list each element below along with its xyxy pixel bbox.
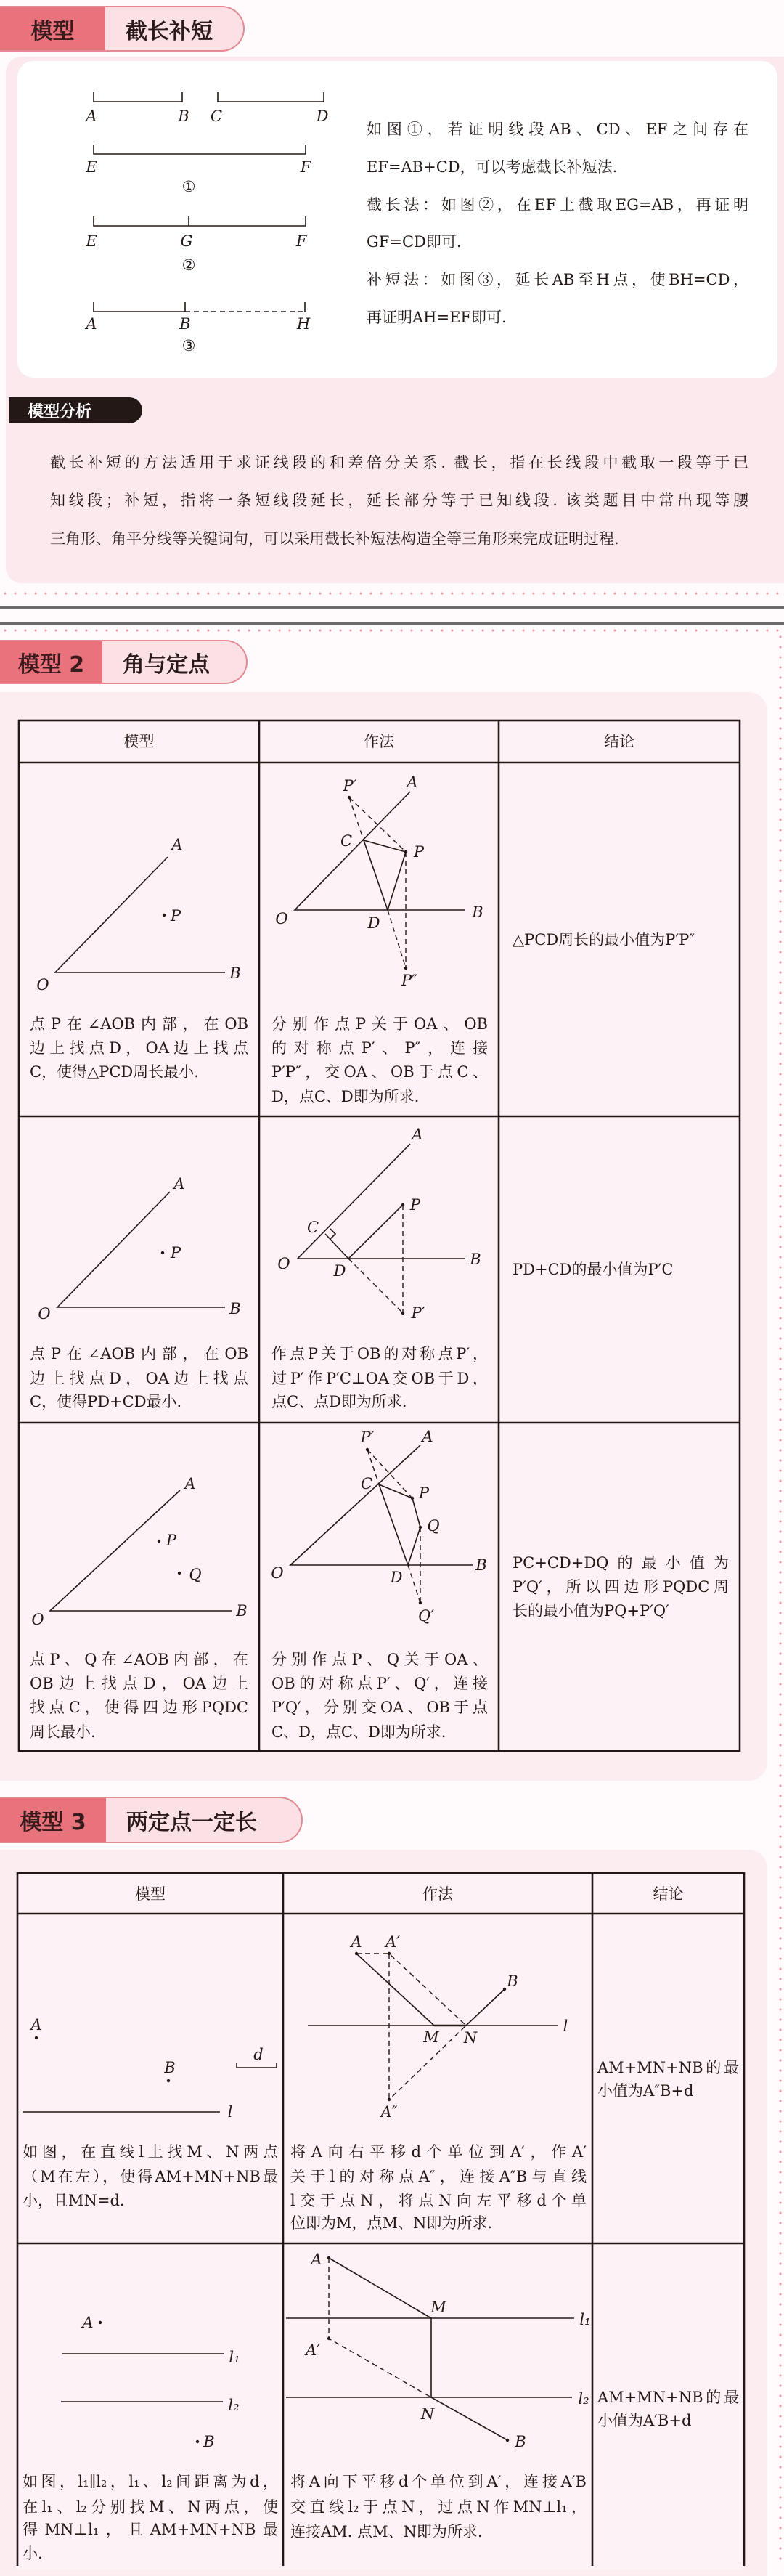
method-text-line: l交于点N，将点N向左平移d个单 — [290, 2192, 587, 2209]
label: A″ — [380, 2103, 398, 2121]
method-text-line: 交直线l₂于点N，过点N作MN⊥l₁， — [290, 2498, 587, 2516]
label: Q — [427, 1517, 440, 1535]
label: P — [409, 1196, 421, 1214]
label: C — [210, 107, 223, 125]
table-header-method: 作法 — [422, 1885, 453, 1903]
label: P — [418, 1484, 430, 1502]
method-text-line: 点C、点D即为所求. — [271, 1393, 407, 1410]
method-text-line: 分别作点P关于OA、OB — [271, 1015, 488, 1033]
conclusion-text: P′Q′，所以四边形PQDC周 — [513, 1578, 729, 1596]
analysis-line: 知线段；补短，指将一条短线段延长，延长部分等于已知线段. 该类题目中常出现等腰 — [50, 492, 748, 509]
segment-egf — [94, 216, 306, 226]
method-text-line: 过P′作P′C⊥OA交OB于D， — [271, 1370, 488, 1387]
table-header-model: 模型 — [123, 733, 155, 750]
analysis-line: 三角形、角平分线等关键词句，可以采用截长补短法构造全等三角形来完成证明过程. — [50, 530, 619, 548]
label: l — [563, 2018, 568, 2035]
label: A — [171, 836, 183, 853]
s2-row3-method-figure — [271, 1428, 486, 1625]
desc-line: 补短法：如图③，延长AB至H点，使BH=CD， — [367, 271, 748, 288]
method-text-line: P′Q′，分别交OA、OB于点 — [271, 1699, 488, 1716]
label: P″ — [401, 972, 417, 989]
model-text-line: 边上找点D，OA边上找点 — [30, 1039, 248, 1057]
label: A — [412, 1126, 423, 1143]
label: B — [229, 1300, 241, 1317]
figure-number: ① — [181, 178, 196, 195]
conclusion-text: AM+MN+NB的最 — [597, 2389, 739, 2406]
model-text-line: 点P在∠AOB内部，在OB — [30, 1345, 248, 1362]
model-badge: 模型 — [0, 7, 105, 50]
desc-line: GF=CD即可. — [367, 233, 462, 251]
s2-row2-model-figure — [38, 1175, 240, 1322]
model-text-line: 边上找点D，OA边上找点 — [30, 1370, 248, 1387]
label: A — [407, 773, 418, 791]
label: A′ — [385, 1933, 400, 1951]
label: N — [463, 2029, 478, 2047]
figure-1 — [84, 92, 328, 195]
conclusion-text: AM+MN+NB的最 — [597, 2059, 739, 2076]
label: P′ — [343, 777, 357, 795]
label: A — [422, 1428, 433, 1445]
conclusion-text: △PCD周长的最小值为P′P″ — [513, 931, 695, 948]
label: B — [236, 1602, 248, 1620]
method-text-line: OB的对称点P′、Q′，连接 — [271, 1675, 488, 1692]
label: B — [178, 107, 189, 125]
label: B — [472, 903, 483, 921]
label: A — [30, 2016, 42, 2033]
label: d — [253, 2046, 264, 2063]
label: B — [179, 315, 191, 333]
label: A — [311, 2251, 322, 2268]
label: l₁ — [579, 2311, 591, 2328]
label: l₂ — [578, 2390, 589, 2408]
model-badge: 模型 2 — [0, 641, 102, 683]
desc-line: 截长法：如图②，在EF上截取EG=AB，再证明 — [367, 196, 748, 214]
method-text-line: 关于l的对称点A″，连接A″B与直线 — [290, 2168, 587, 2185]
label: A — [82, 2314, 94, 2331]
model-title: 两定点一定长 — [126, 1810, 257, 1835]
model-badge: 模型 3 — [0, 1798, 106, 1842]
method-text-line: 连接AM. 点M、N即为所求. — [290, 2523, 483, 2540]
s3-row2-model-figure — [61, 2314, 240, 2450]
label: P — [170, 907, 181, 925]
label: B — [470, 1251, 481, 1268]
label: F — [300, 158, 311, 176]
figure-number: ③ — [181, 337, 196, 354]
label: P — [170, 1244, 181, 1261]
table-header-conclusion: 结论 — [604, 733, 634, 750]
model-text-line: C，使得PD+CD最小. — [30, 1393, 182, 1410]
label: O — [277, 1255, 290, 1272]
method-text-line: 将A向右平移d个单位到A′，作A′ — [290, 2143, 587, 2161]
figure-number: ② — [181, 256, 196, 274]
s2-row1-model-figure — [36, 836, 240, 994]
s3-row2-method-figure — [286, 2251, 591, 2450]
method-text-line: 分别作点P、Q关于OA、 — [271, 1651, 488, 1668]
label: E — [86, 158, 97, 176]
model-title: 截长补短 — [126, 18, 213, 44]
label: C — [340, 832, 353, 850]
label: B — [203, 2433, 215, 2450]
label: O — [31, 1611, 44, 1628]
label: B — [229, 964, 241, 982]
model-text-line: 如图，在直线l上找M、N两点 — [23, 2143, 278, 2161]
model-text-line: C，使得△PCD周长最小. — [30, 1063, 199, 1081]
label: O — [271, 1564, 284, 1582]
label: B — [507, 1972, 518, 1990]
method-text-line: 将A向下平移d个单位到A′，连接A′B — [290, 2473, 587, 2490]
model-text-line: 得MN⊥l₁，且AM+MN+NB最 — [23, 2521, 278, 2538]
s3-row1-model-figure — [23, 2016, 277, 2121]
s3-row1-method-figure — [308, 1933, 568, 2121]
method-text-line: 作点P关于OB的对称点P′， — [271, 1345, 488, 1362]
label: M — [430, 2299, 446, 2316]
label: Q — [189, 1566, 202, 1583]
label: l₁ — [229, 2349, 240, 2366]
label: C — [306, 1219, 319, 1236]
label: F — [295, 232, 307, 250]
label: D — [390, 1569, 403, 1586]
label: B — [164, 2059, 176, 2076]
model-text-line: OB边上找点D，OA边上 — [30, 1675, 248, 1692]
model-text-line: 找点C，使得四边形PQDC — [30, 1699, 248, 1716]
label: H — [296, 315, 311, 333]
segment-cd — [218, 92, 324, 102]
model-text-line: 周长最小. — [30, 1723, 96, 1741]
label: N — [420, 2405, 435, 2423]
label: l₂ — [228, 2397, 240, 2414]
label: A′ — [306, 2341, 320, 2359]
label: E — [86, 232, 97, 250]
conclusion-text: 长的最小值为PQ+P′Q′ — [513, 1602, 669, 1620]
table-header-method: 作法 — [364, 733, 394, 750]
s2-row1-method-figure — [275, 773, 483, 989]
label: Q′ — [418, 1607, 434, 1625]
s2-row3-model-figure — [31, 1475, 247, 1628]
segment-ab — [94, 302, 305, 312]
label: P′ — [411, 1304, 425, 1322]
model-text-line: 在l₁、l₂分别找M、N两点，使 — [23, 2498, 278, 2516]
method-text-line: P′P″，交OA、OB于点C、 — [271, 1063, 488, 1081]
label: D — [333, 1262, 346, 1280]
label: D — [367, 914, 380, 932]
label: A — [173, 1175, 185, 1192]
method-text-line: D，点C、D即为所求. — [271, 1088, 420, 1105]
model-text-line: （M在左），使得AM+MN+NB最 — [23, 2168, 278, 2185]
label: B — [475, 1556, 487, 1574]
model-text-line: 点P、Q在∠AOB内部，在 — [30, 1651, 248, 1668]
label: D — [316, 107, 329, 125]
model-title: 角与定点 — [123, 651, 210, 678]
conclusion-text: 小值为A″B+d — [597, 2082, 694, 2100]
label: P — [413, 843, 425, 861]
label: A — [184, 1475, 196, 1492]
label: B — [515, 2433, 526, 2450]
label: C — [360, 1475, 373, 1492]
conclusion-text: PC+CD+DQ的最小值为 — [513, 1554, 729, 1572]
label: l — [227, 2103, 233, 2121]
model-text-line: 点P在∠AOB内部，在OB — [30, 1015, 248, 1033]
s2-row2-method-figure — [277, 1126, 481, 1322]
method-text-line: 位即为M，点M、N即为所求. — [290, 2214, 493, 2232]
desc-line: 再证明AH=EF即可. — [367, 309, 507, 326]
model-text-line: 如图，l₁∥l₂，l₁、l₂间距离为d， — [23, 2473, 278, 2490]
section3-table-grid — [17, 1873, 744, 2566]
label: A — [351, 1933, 362, 1951]
table-header-model: 模型 — [135, 1885, 166, 1903]
analysis-line: 截长补短的方法适用于求证线段的和差倍分关系. 截长，指在长线段中截取一段等于已 — [50, 454, 748, 471]
analysis-label: 模型分析 — [9, 397, 142, 423]
label: A — [86, 107, 97, 125]
method-text-line: C、D，点C、D即为所求. — [271, 1723, 446, 1741]
figure-2 — [85, 216, 307, 274]
table-header-conclusion: 结论 — [653, 1885, 684, 1903]
method-text-line: 的对称点P′、P″，连接 — [271, 1039, 488, 1057]
desc-line: 如图①，若证明线段AB、CD、EF之间存在 — [367, 121, 748, 138]
segment-ef — [94, 145, 306, 154]
label: O — [275, 910, 288, 927]
label: O — [38, 1305, 51, 1322]
figure-3 — [84, 302, 310, 354]
label: P — [166, 1532, 177, 1549]
label: A — [86, 315, 97, 333]
model-text-line: 小. — [23, 2545, 43, 2562]
segment-ab — [94, 92, 182, 102]
desc-line: EF=AB+CD，可以考虑截长补短法. — [367, 158, 618, 176]
model-text-line: 小，且MN=d. — [23, 2192, 125, 2209]
conclusion-text: 小值为A′B+d — [597, 2412, 692, 2429]
label: O — [36, 976, 49, 994]
conclusion-text: PD+CD的最小值为P′C — [513, 1261, 674, 1278]
label: M — [423, 2028, 439, 2046]
label: P′ — [360, 1429, 375, 1446]
label: G — [180, 232, 193, 250]
